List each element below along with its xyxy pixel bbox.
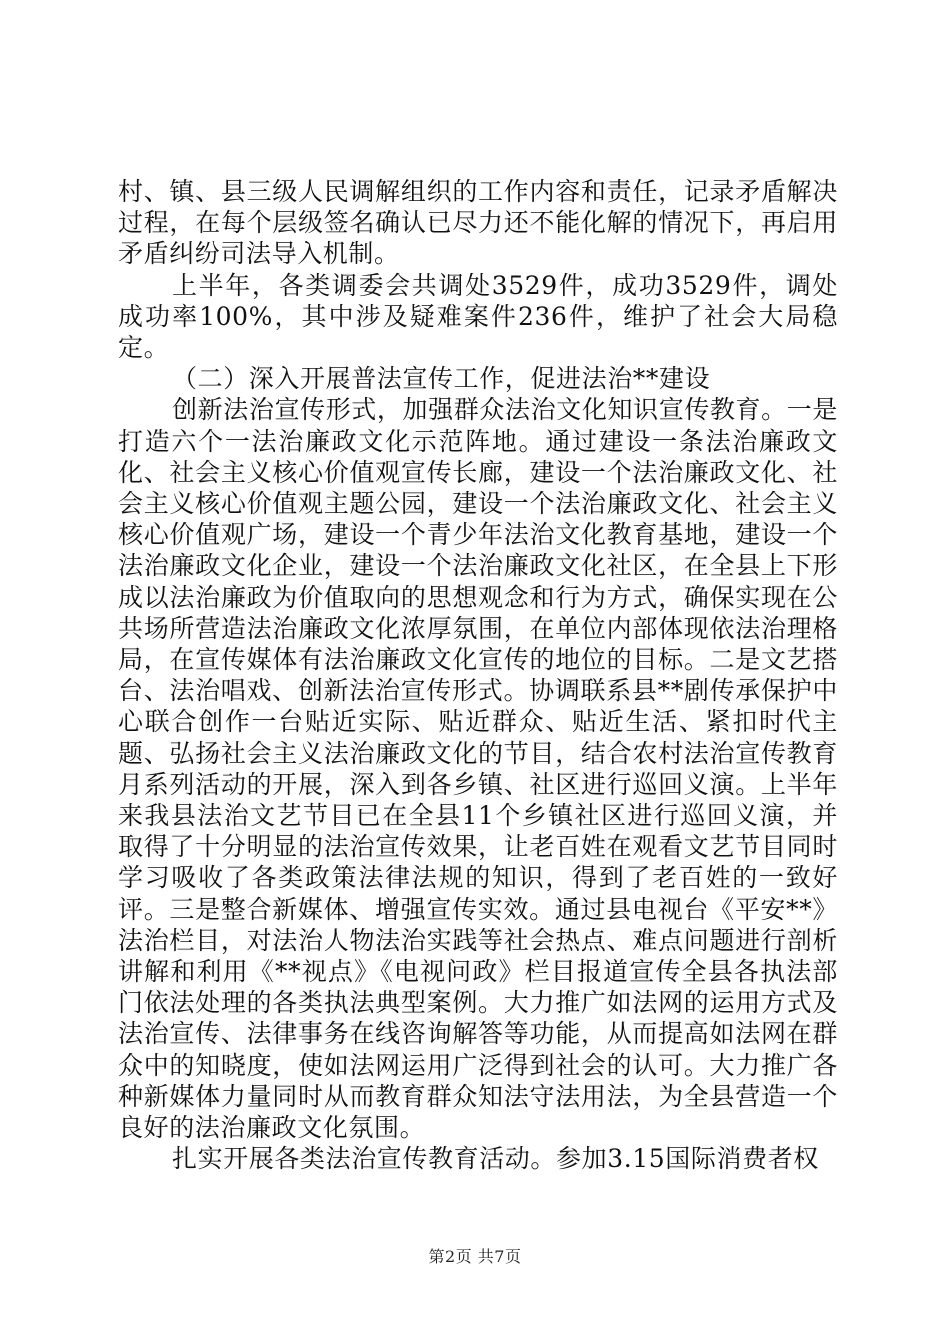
paragraph-education-activities: 扎实开展各类法治宣传教育活动。参加3.15国际消费者权 (172, 1144, 819, 1174)
section-heading: （二）深入开展普法宣传工作，促进法治**建设 (172, 364, 711, 394)
paragraph-mediation-process: 村、镇、县三级人民调解组织的工作内容和责任，记录矛盾解决过程，在每个层级签名确认已尽力还不能化解的情况下，再启用矛盾纠纷司法导入机制。 (118, 177, 838, 269)
document-body (118, 176, 838, 1175)
page-footer: 第2页 共7页 (428, 1247, 522, 1266)
paragraph-legal-publicity: 创新法治宣传形式，加强群众法治文化知识宣传教育。一是打造六个一法治廉政文化示范阵地。通过建设一条法治廉政文化、社会主义核心价值观宣传长廊，建设一个法治廉政文化、社会主义核心价值观主题公园，建设一个法治廉政文化、社会主义核心价值观广场，建设一个青少年法治文化教育基地，建设一个法治廉政文化企业，建设一个法治廉政文化社区，在全县上下形成以法治廉政为价值取向的思想观念和行为方式，确保实现在公共场所营造法治廉政文化浓厚氛围，在单位内部体现依法治理格局，在宣传媒体有法治廉政文化宣传的地位的目标。二是文艺搭台、法治唱戏、创新法治宣传形式。协调联系县**剧传承保护中心联合创作一台贴近实际、贴近群众、贴近生活、紧扣时代主题、弘扬社会主义法治廉政文化的节目，结合农村法治宣传教育月系列活动的开展，深入到各乡镇、社区进行巡回义演。上半年来我县法治文艺节目已在全县11个乡镇社区进行巡回义演，并取得了十分明显的法治宣传效果，让老百姓在观看文艺节目同时学习吸收了各类政策法律法规的知识，得到了老百姓的一致好评。三是整合新媒体、增强宣传实效。通过县电视台《平安**》法治栏目，对法治人物法治实践等社会热点、难点问题进行剖析讲解和利用《**视点》《电视问政》栏目报道宣传全县各执法部门依法处理的各类执法典型案例。大力推广如法网的运用方式及法治宣传、法律事务在线咨询解答等功能，从而提高如法网在群众中的知晓度，使如法网运用广泛得到社会的认可。大力推广各种新媒体力量同时从而教育群众知法守法用法，为全县营造一个良好的法治廉政文化氛围。 (118, 395, 838, 1143)
paragraph-mediation-stats: 上半年，各类调委会共调处3529件，成功3529件，调处成功率100%，其中涉及疑难案件236件，维护了社会大局稳定。 (118, 270, 838, 363)
